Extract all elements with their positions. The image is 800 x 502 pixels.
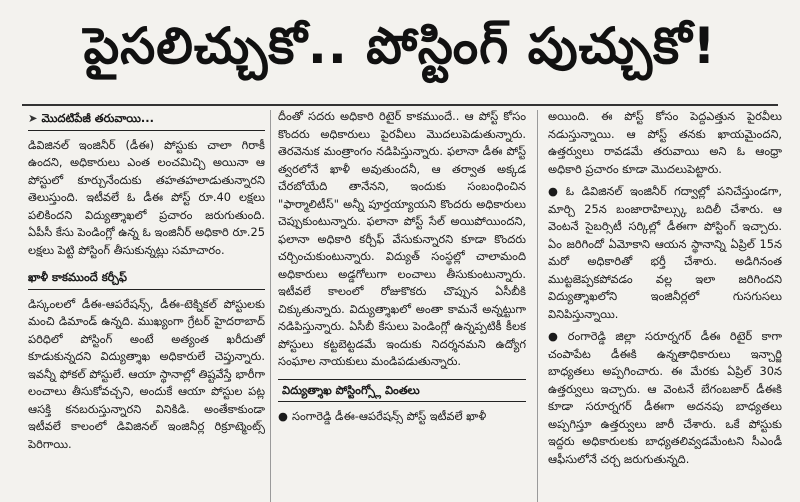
headline-rule <box>22 104 778 106</box>
col3-bullet-1-text: ఓ డివిజినల్ ఇంజినీర్ గద్వాల్లో పనిచేస్తుండగా, మార్చి 25న బంజారాహిల్స్కు బదిలీ చేశారు. ఆ వెంటనే సైబర్సిటీ సర్కిల్లో డీఈగా పోస్టింగ్ ఇచ్చారు. ఏం జరిగిందో ఏమోకాని ఆయన స్థానాన్ని ఏప్రిల్ 15న మరో అధికారితో భర్తీ చేశారు. అడిగినంత ముట్టజెప్పకపోవడం వల్ల ఇలా జరిగిందని విద్యుత్శాఖలోని ఇంజినీర్లలో గుసగుసలు వినిపిస్తున్నాయి. <box>548 184 782 321</box>
bullet-icon: ● <box>278 409 288 423</box>
col1-paragraph-1: డివిజినల్ ఇంజినీర్ (డీఈ) పోస్టుకు చాలా గిరాకీ ఉందని, అధికారులు ఎంత లంచమిచ్చి అయినా ఆ పోస్టులో కూర్చునేందుకు తహతహలాడుతున్నారని తెలుస్తుంది. ఇటీవలే ఓ డీఈ పోస్ట్ రూ.40 లక్షలు పలికిందని విద్యుత్శాఖలో ప్రచారం జరుగుతుంది. ఏపీసీ కేసు పెండింగ్లో ఉన్న ఓ ఇంజినీర్ అధికారి రూ.25 లక్షలు పెట్టి పోస్టింగ్ తీసుకున్నట్లు సమాచారం. <box>28 137 265 257</box>
col2-paragraph-1: దీంతో సదరు అధికారి రిటైర్ కాకముందే.. ఆ పోస్ట్ కోసం కొందరు అధికారులు పైరవీలు మొదలుపెడుతున్నారు. తెరవెనుక మంత్రాంగం నడిపిస్తున్నారు. ఫలానా డీఈ పోస్ట్ త్వరలోనే ఖాళీ అవుతుందనీ, ఆ తర్వాత అక్కడ చేరబోయేది తానేనని, ఇందుకు సంబంధించిన "ఫార్మాలిటీస్" అన్నీ పూర్తయ్యాయని కొందరు అధికారులు చెప్పుకుంటున్నారు. ఫలానా పోస్ట్ సేల్ అయిపోయిందని, ఫలానా అధికారి కర్చీఫ్ వేసుకున్నారని కూడా కొందరు చర్చించుకుంటున్నారు. విద్యుత్ సంస్థల్లో చాలామంది అధికారులు అడ్డగోలుగా లంచాలు తీసుకుంటున్నారు. ఇటీవలే కాలంలో రోజుకొకరు చొప్పున ఏసీబీకి చిక్కుతున్నారు. విద్యుత్శాఖలో అంతా కామనే అన్నట్టుగా నడిపిస్తున్నారు. ఏసీబీ కేసులు పెండింగ్లో ఉన్నప్పటికీ కీలక పోస్టులు కట్టబెట్టడమే ఇందుకు నిదర్శనమని ఉద్యోగ సంఘాల నాయకులు మండిపడుతున్నారు. <box>278 109 526 368</box>
headline: పైసలిచ్చుకో.. పోస్టింగ్ పుచ్చుకో! <box>83 16 717 75</box>
column-3 <box>548 108 782 502</box>
column-2 <box>278 108 526 502</box>
col1-subheading: ఖాళీ కాకముందే కర్చీఫ్ <box>28 269 265 290</box>
headline-banner <box>0 0 800 104</box>
column-divider-2 <box>537 110 538 502</box>
kicker-text: మొదటిపేజీ తరువాయి... <box>41 111 154 125</box>
col3-bullet-2 <box>548 328 782 468</box>
column-divider-1 <box>270 110 271 502</box>
col2-bullet-1 <box>278 408 526 426</box>
arrow-icon: ➤ <box>28 111 38 125</box>
continuation-kicker <box>28 110 265 131</box>
col1-paragraph-2: డిస్కంలలో డీఈ-ఆపరేషన్స్, డీఈ-టెక్నికల్ పోస్టులకు మంచి డిమాండ్ ఉన్నది. ముఖ్యంగా గ్రేటర్ హైదరాబాద్ పరిధిలో పోస్టింగ్ అంటే అత్యంత ఖరీదుతో కూడుకున్నదని విద్యుత్శాఖ అధికారులే చెప్తున్నారు. ఇవన్నీ ఫోకల్ పోస్టులే. ఆయా స్థానాల్లో తిష్టవేస్తే భారీగా లంచాలు తీసుకోవచ్చని, అందుకే ఆయా పోస్టుల పట్ల ఆసక్తి కనబరుస్తున్నారని వినికిడి. అంతేకాకుండా ఇటీవలే కాలంలో డివిజినల్ ఇంజినీర్ల రిక్రూట్మెంట్స్ పెరిగాయి. <box>28 296 265 451</box>
col2-bullet-1-text: సంగారెడ్డి డీఈ-ఆపరేషన్స్ పోస్ట్ ఇటీవలే ఖాళీ <box>291 409 487 423</box>
col3-bullet-2-text: రంగారెడ్డి జిల్లా సరూర్నగర్ డీఈ రిటైర్ కాగా చంపాపేట డీఈకి ఉన్నతాధికారులు ఇన్చార్జి బాధ్యతలు అప్పగించారు. ఈ మేరకు ఏప్రిల్ 30న ఉత్తర్వులు ఇచ్చారు. ఆ వెంటనే బేగంబజార్ డీఈకి కూడా సరూర్నగర్ డీఈగా అదనపు బాధ్యతలు అప్పగిస్తూ ఉత్తర్వులు జారీ చేశారు. ఒకే పోస్టుకు ఇద్దరు అధికారులకు బాధ్యతలివ్వడమేంటని సీఎండీ ఆఫీసులోనే చర్చ జరుగుతున్నది. <box>548 329 782 466</box>
col3-bullet-1 <box>548 183 782 323</box>
col3-paragraph-1: అయింది. ఈ పోస్ట్ కోసం పెద్దఎత్తున పైరవీలు నడుస్తున్నాయి. ఆ పోస్ట్ తనకు ఖాయమైందని, ఉత్తర్వులు రావడమే తరువాయి అని ఓ ఆంధ్రా అధికారి ప్రచారం కూడా మొదలుపెట్టారు. <box>548 109 782 176</box>
bullet-icon: ● <box>548 184 562 198</box>
bullet-icon: ● <box>548 329 564 343</box>
col2-subheading: విద్యుత్శాఖ పోస్టింగ్స్లో వింతలు <box>278 379 526 403</box>
column-1 <box>28 108 265 502</box>
